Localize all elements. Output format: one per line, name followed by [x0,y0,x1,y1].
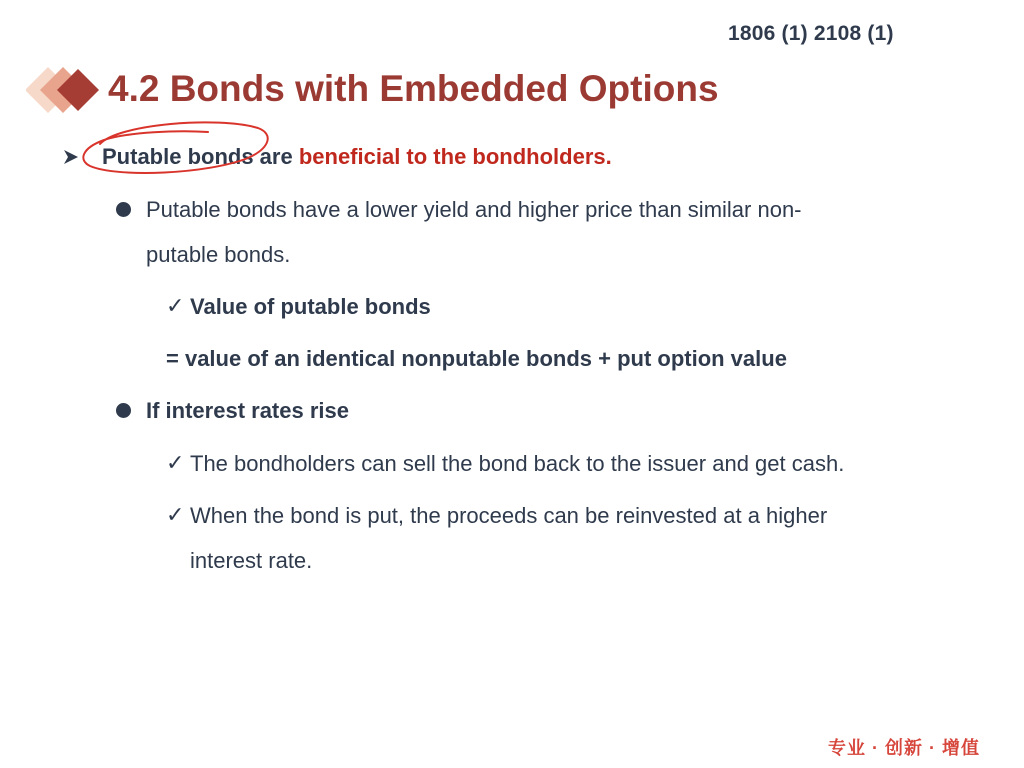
bullet1-line1: Putable bonds have a lower yield and higher price than similar non- [146,197,802,222]
handwritten-circle-annotation [78,118,274,180]
bullet-dot [116,403,131,418]
formula-line2: = value of an identical nonputable bonds + put option value [166,346,787,371]
bullet2-sub2-line2: interest rate. [190,548,313,573]
main-point-connector: are [253,144,299,169]
diamond-logo-icon [26,65,106,115]
formula-line1: Value of putable bonds [190,294,431,319]
checkmark-icon: ✓ [166,502,185,527]
bullet2-sub2-line1: When the bond is put, the proceeds can be reinvested at a higher [190,503,828,528]
exam-code-reference: 1806 (1) 2108 (1) [728,22,894,45]
main-point-highlight: beneficial to the bondholders. [298,144,612,169]
checkmark-icon: ✓ [166,450,185,475]
footer-slogan: 专业 · 创新 · 增值 [828,738,980,758]
bullet2-heading: If interest rates rise [146,398,349,423]
bullet-dot [116,202,131,217]
main-point-term: Putable bonds [102,144,254,169]
checkmark-icon: ✓ [166,293,185,318]
slide-title: 4.2 Bonds with Embedded Options [108,68,719,109]
bullet1-line2: putable bonds. [146,242,291,267]
bullet2-sub1: The bondholders can sell the bond back to the issuer and get cash. [190,451,845,476]
